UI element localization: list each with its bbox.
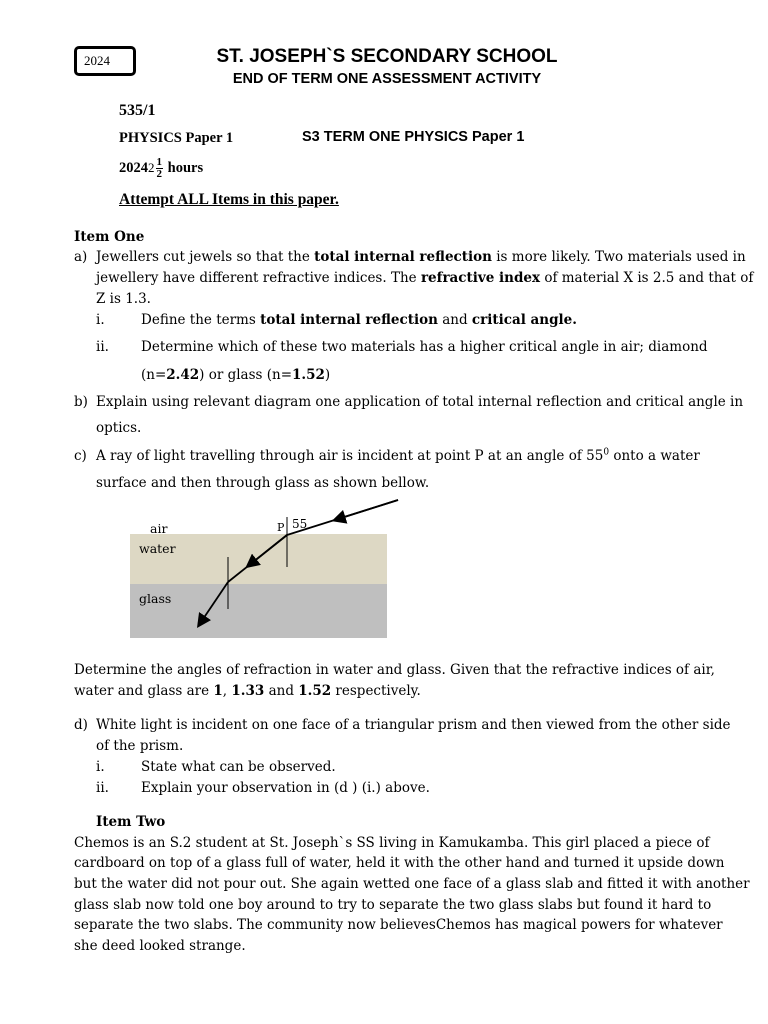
duration-denominator: 2 bbox=[156, 168, 162, 181]
term-refractive-index: refractive index bbox=[420, 270, 541, 286]
term-total-internal-reflection: total internal reflection bbox=[314, 249, 492, 265]
school-name: ST. JOSEPH`S SECONDARY SCHOOL bbox=[216, 46, 558, 67]
degree-superscript: 0 bbox=[603, 447, 610, 458]
item-two-line: she deed looked strange. bbox=[74, 938, 246, 954]
question-a-i-marker: i. bbox=[96, 312, 105, 328]
question-d-ii-marker: ii. bbox=[96, 780, 109, 796]
item-two-line: Chemos is an S.2 student at St. Joseph`s SS living in Kamukamba. This girl placed a piece of bbox=[74, 835, 710, 851]
item-two-line: glass slab now told one boy around to try to separate the two glass slabs but found it hard to bbox=[74, 897, 712, 913]
duration-whole: 2 bbox=[148, 160, 155, 175]
text: onto a water bbox=[609, 448, 700, 464]
value: 1.52 bbox=[298, 683, 332, 699]
paper-name: PHYSICS Paper 1 bbox=[119, 130, 234, 146]
question-d-line-2: of the prism. bbox=[96, 738, 184, 754]
term: critical angle. bbox=[471, 312, 577, 328]
text: water and glass are bbox=[74, 683, 214, 699]
question-d-i-text: State what can be observed. bbox=[141, 759, 336, 775]
duration-numerator: 1 bbox=[156, 156, 162, 169]
question-d-i-marker: i. bbox=[96, 759, 105, 775]
text: jewellery have different refractive indices. The bbox=[96, 270, 421, 286]
text: , bbox=[222, 683, 232, 699]
item-one-heading: Item One bbox=[74, 229, 145, 245]
question-a-ii-line-1: Determine which of these two materials has a higher critical angle in air; diamond bbox=[141, 339, 708, 355]
diagram-label-air: air bbox=[150, 521, 168, 536]
text: and bbox=[437, 312, 472, 328]
year-box: 2024 bbox=[74, 46, 136, 76]
diagram-label-glass: glass bbox=[139, 591, 172, 606]
instruction: Attempt ALL Items in this paper. bbox=[119, 191, 339, 208]
text: respectively. bbox=[331, 683, 421, 699]
value: 1.33 bbox=[231, 683, 265, 699]
question-c-prompt-line-2 bbox=[74, 681, 421, 701]
question-b-marker: b) bbox=[74, 394, 88, 410]
question-b-line-2: optics. bbox=[96, 420, 142, 436]
text: is more likely. Two materials used in bbox=[491, 249, 746, 265]
question-d-ii-text: Explain your observation in (d ) (i.) above. bbox=[141, 780, 430, 796]
text: ) bbox=[324, 367, 331, 383]
diagram-label-p: P bbox=[277, 521, 285, 534]
text: Jewellers cut jewels so that the bbox=[96, 249, 315, 265]
paper-code: 535/1 bbox=[119, 102, 156, 119]
item-two-line: cardboard on top of a glass full of water, held it with the other hand and turned it upside down bbox=[74, 855, 725, 871]
text: of material X is 2.5 and that of bbox=[540, 270, 754, 286]
question-a-ii-marker: ii. bbox=[96, 339, 109, 355]
item-two-heading: Item Two bbox=[96, 814, 166, 830]
duration-year: 2024 bbox=[119, 160, 148, 176]
item-two-line: but the water did not pour out. She again wetted one face of a glass slab and fitted it with another bbox=[74, 876, 750, 892]
assessment-title: END OF TERM ONE ASSESSMENT ACTIVITY bbox=[232, 71, 542, 87]
text: ) or glass (n= bbox=[199, 367, 293, 383]
value: 1.52 bbox=[292, 367, 325, 383]
question-b-line-1: Explain using relevant diagram one application of total internal reflection and critical angle in bbox=[96, 394, 744, 410]
paper-subtitle: S3 TERM ONE PHYSICS Paper 1 bbox=[302, 129, 525, 145]
question-c-prompt-line-1: Determine the angles of refraction in water and glass. Given that the refractive indices of air, bbox=[74, 662, 715, 678]
question-a-marker: a) bbox=[74, 249, 88, 265]
text: Define the terms bbox=[141, 312, 261, 328]
diagram-label-angle: 55 bbox=[292, 517, 308, 531]
question-a-line-3: Z is 1.3. bbox=[96, 291, 151, 307]
diagram-label-water: water bbox=[139, 541, 176, 556]
question-d-marker: d) bbox=[74, 717, 88, 733]
value: 2.42 bbox=[166, 367, 200, 383]
term: total internal reflection bbox=[260, 312, 438, 328]
text: and bbox=[264, 683, 299, 699]
incident-ray-arrow bbox=[335, 500, 398, 520]
value: 1 bbox=[213, 683, 223, 699]
question-d-line-1: White light is incident on one face of a triangular prism and then viewed from the other side bbox=[96, 717, 731, 733]
text: (n= bbox=[141, 367, 167, 383]
duration-unit: hours bbox=[167, 160, 204, 176]
question-c-line-2: surface and then through glass as shown bellow. bbox=[96, 475, 430, 491]
item-two-line: separate the two slabs. The community now believesChemos has magical powers for whatever bbox=[74, 917, 723, 933]
question-c-marker: c) bbox=[74, 448, 87, 464]
text: A ray of light travelling through air is incident at point P at an angle of 55 bbox=[96, 448, 604, 464]
